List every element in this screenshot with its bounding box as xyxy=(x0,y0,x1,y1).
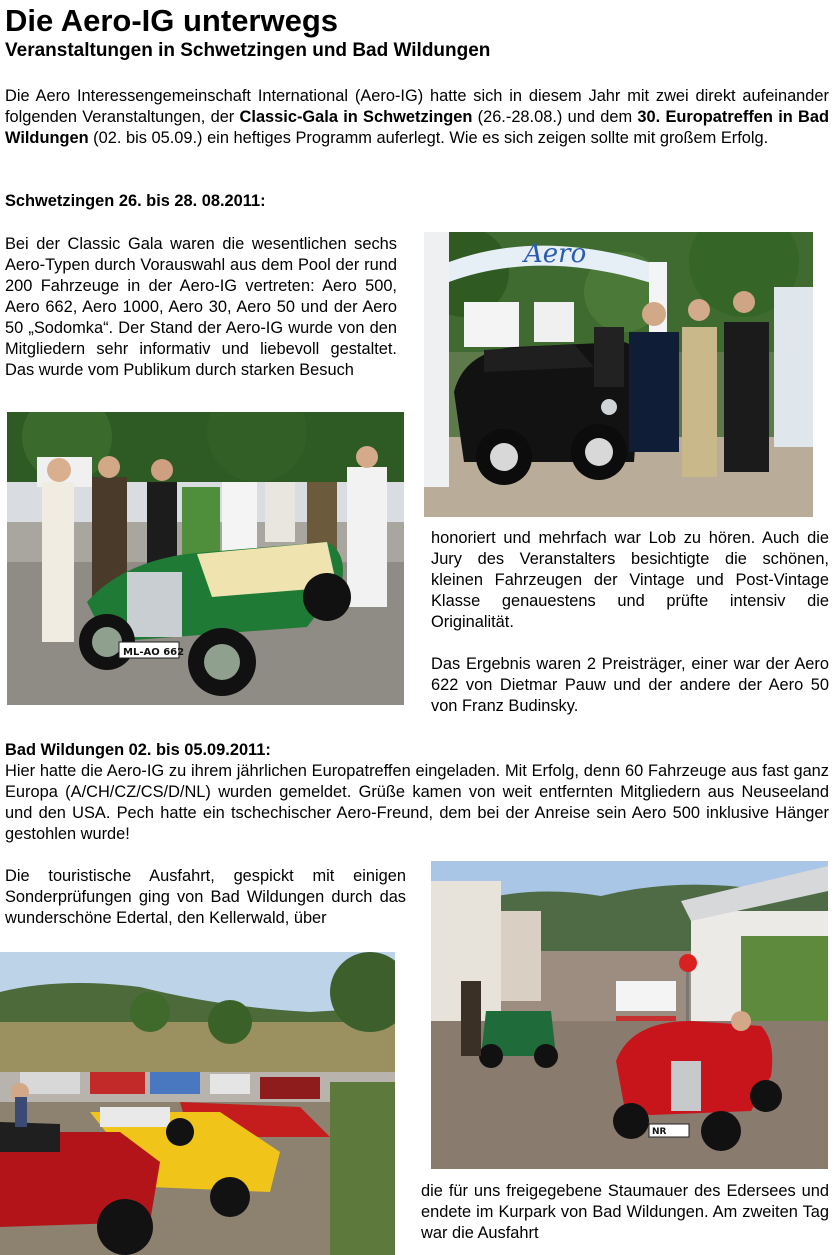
bad-wildungen-paragraph-2: Die touristische Ausfahrt, gespickt mit einigen Sonderprüfungen ging von Bad Wildungen durch das wunderschöne Edertal, den Kellerwald, über xyxy=(5,867,406,927)
intro-text-1: Die Aero Interessengemeinschaft International (Aero-IG) hatte sich in diesem Jahr mit zwei direkt aufeinander folgenden Veranstaltungen, der xyxy=(5,87,829,126)
page-subtitle: Veranstaltungen in Schwetzingen und Bad Wildungen xyxy=(5,40,491,61)
schwetzingen-paragraph-2: honoriert und mehrfach war Lob zu hören. Auch die Jury des Veranstalters besichtigte die schönen, kleinen Fahrzeugen der Vintage und Post-Vintage Klasse genauestens und prüfte intensiv die Originalität. xyxy=(431,529,829,631)
bad-wildungen-paragraph-1: Hier hatte die Aero-IG zu ihrem jährlichen Europatreffen eingeladen. Mit Erfolg, denn 60 Fahrzeuge aus fast ganz Europa (A/CH/CZ/CS/D/NL) wurden gemeldet. Grüße kamen von weit entfernten Mitgliedern aus Neuseeland und den USA. Pech hatte ein tschechischer Aero-Freund, dem bei der Anreise sein Aero 500 inklusive Hänger gestohlen wurde! xyxy=(5,762,829,843)
photo-street-convoy xyxy=(431,861,828,1169)
photo-parked-cars xyxy=(0,952,395,1255)
page-title: Die Aero-IG unterwegs xyxy=(5,3,339,38)
intro-paragraph xyxy=(5,86,829,149)
intro-text-3: (02. bis 05.09.) ein heftiges Programm auferlegt. Wie es sich zeigen sollte mit großem Erfolg. xyxy=(88,129,769,147)
intro-bold-europatreffen: 30. Europatreffen in Bad Wildungen xyxy=(5,108,829,147)
license-plate-green: ML-AO 662 xyxy=(123,647,185,658)
stand-banner-text: Aero xyxy=(524,239,587,269)
photo-green-aero-group xyxy=(7,412,404,705)
section-heading-bad-wildungen: Bad Wildungen 02. bis 05.09.2011: xyxy=(5,741,271,759)
schwetzingen-paragraph-1: Bei der Classic Gala waren die wesentlichen sechs Aero-Typen durch Vorauswahl aus dem Pool der rund 200 Fahrzeuge in der Aero-IG vertreten: Aero 500, Aero 662, Aero 1000, Aero 30, Aero 50 und der Aero 50 „Sodomka“. Der Stand der Aero-IG wurde von den Mitgliedern sehr informativ und liebevoll gestaltet. Das wurde vom Publikum durch starken Besuch xyxy=(5,235,397,379)
photo-aero-stand xyxy=(424,232,813,517)
bad-wildungen-paragraph-3: die für uns freigegebene Staumauer des Edersees und endete im Kurpark von Bad Wildungen. Am zweiten Tag war die Ausfahrt xyxy=(421,1182,829,1242)
schwetzingen-paragraph-3: Das Ergebnis waren 2 Preisträger, einer war der Aero 622 von Dietmar Pauw und der andere der Aero 50 von Franz Budinsky. xyxy=(431,655,829,715)
intro-bold-classic-gala: Classic-Gala in Schwetzingen xyxy=(239,108,473,126)
intro-text-2: (26.-28.08.) und dem xyxy=(472,108,638,126)
license-plate-red: NR xyxy=(652,1127,667,1137)
section-heading-schwetzingen: Schwetzingen 26. bis 28. 08.2011: xyxy=(5,192,266,210)
